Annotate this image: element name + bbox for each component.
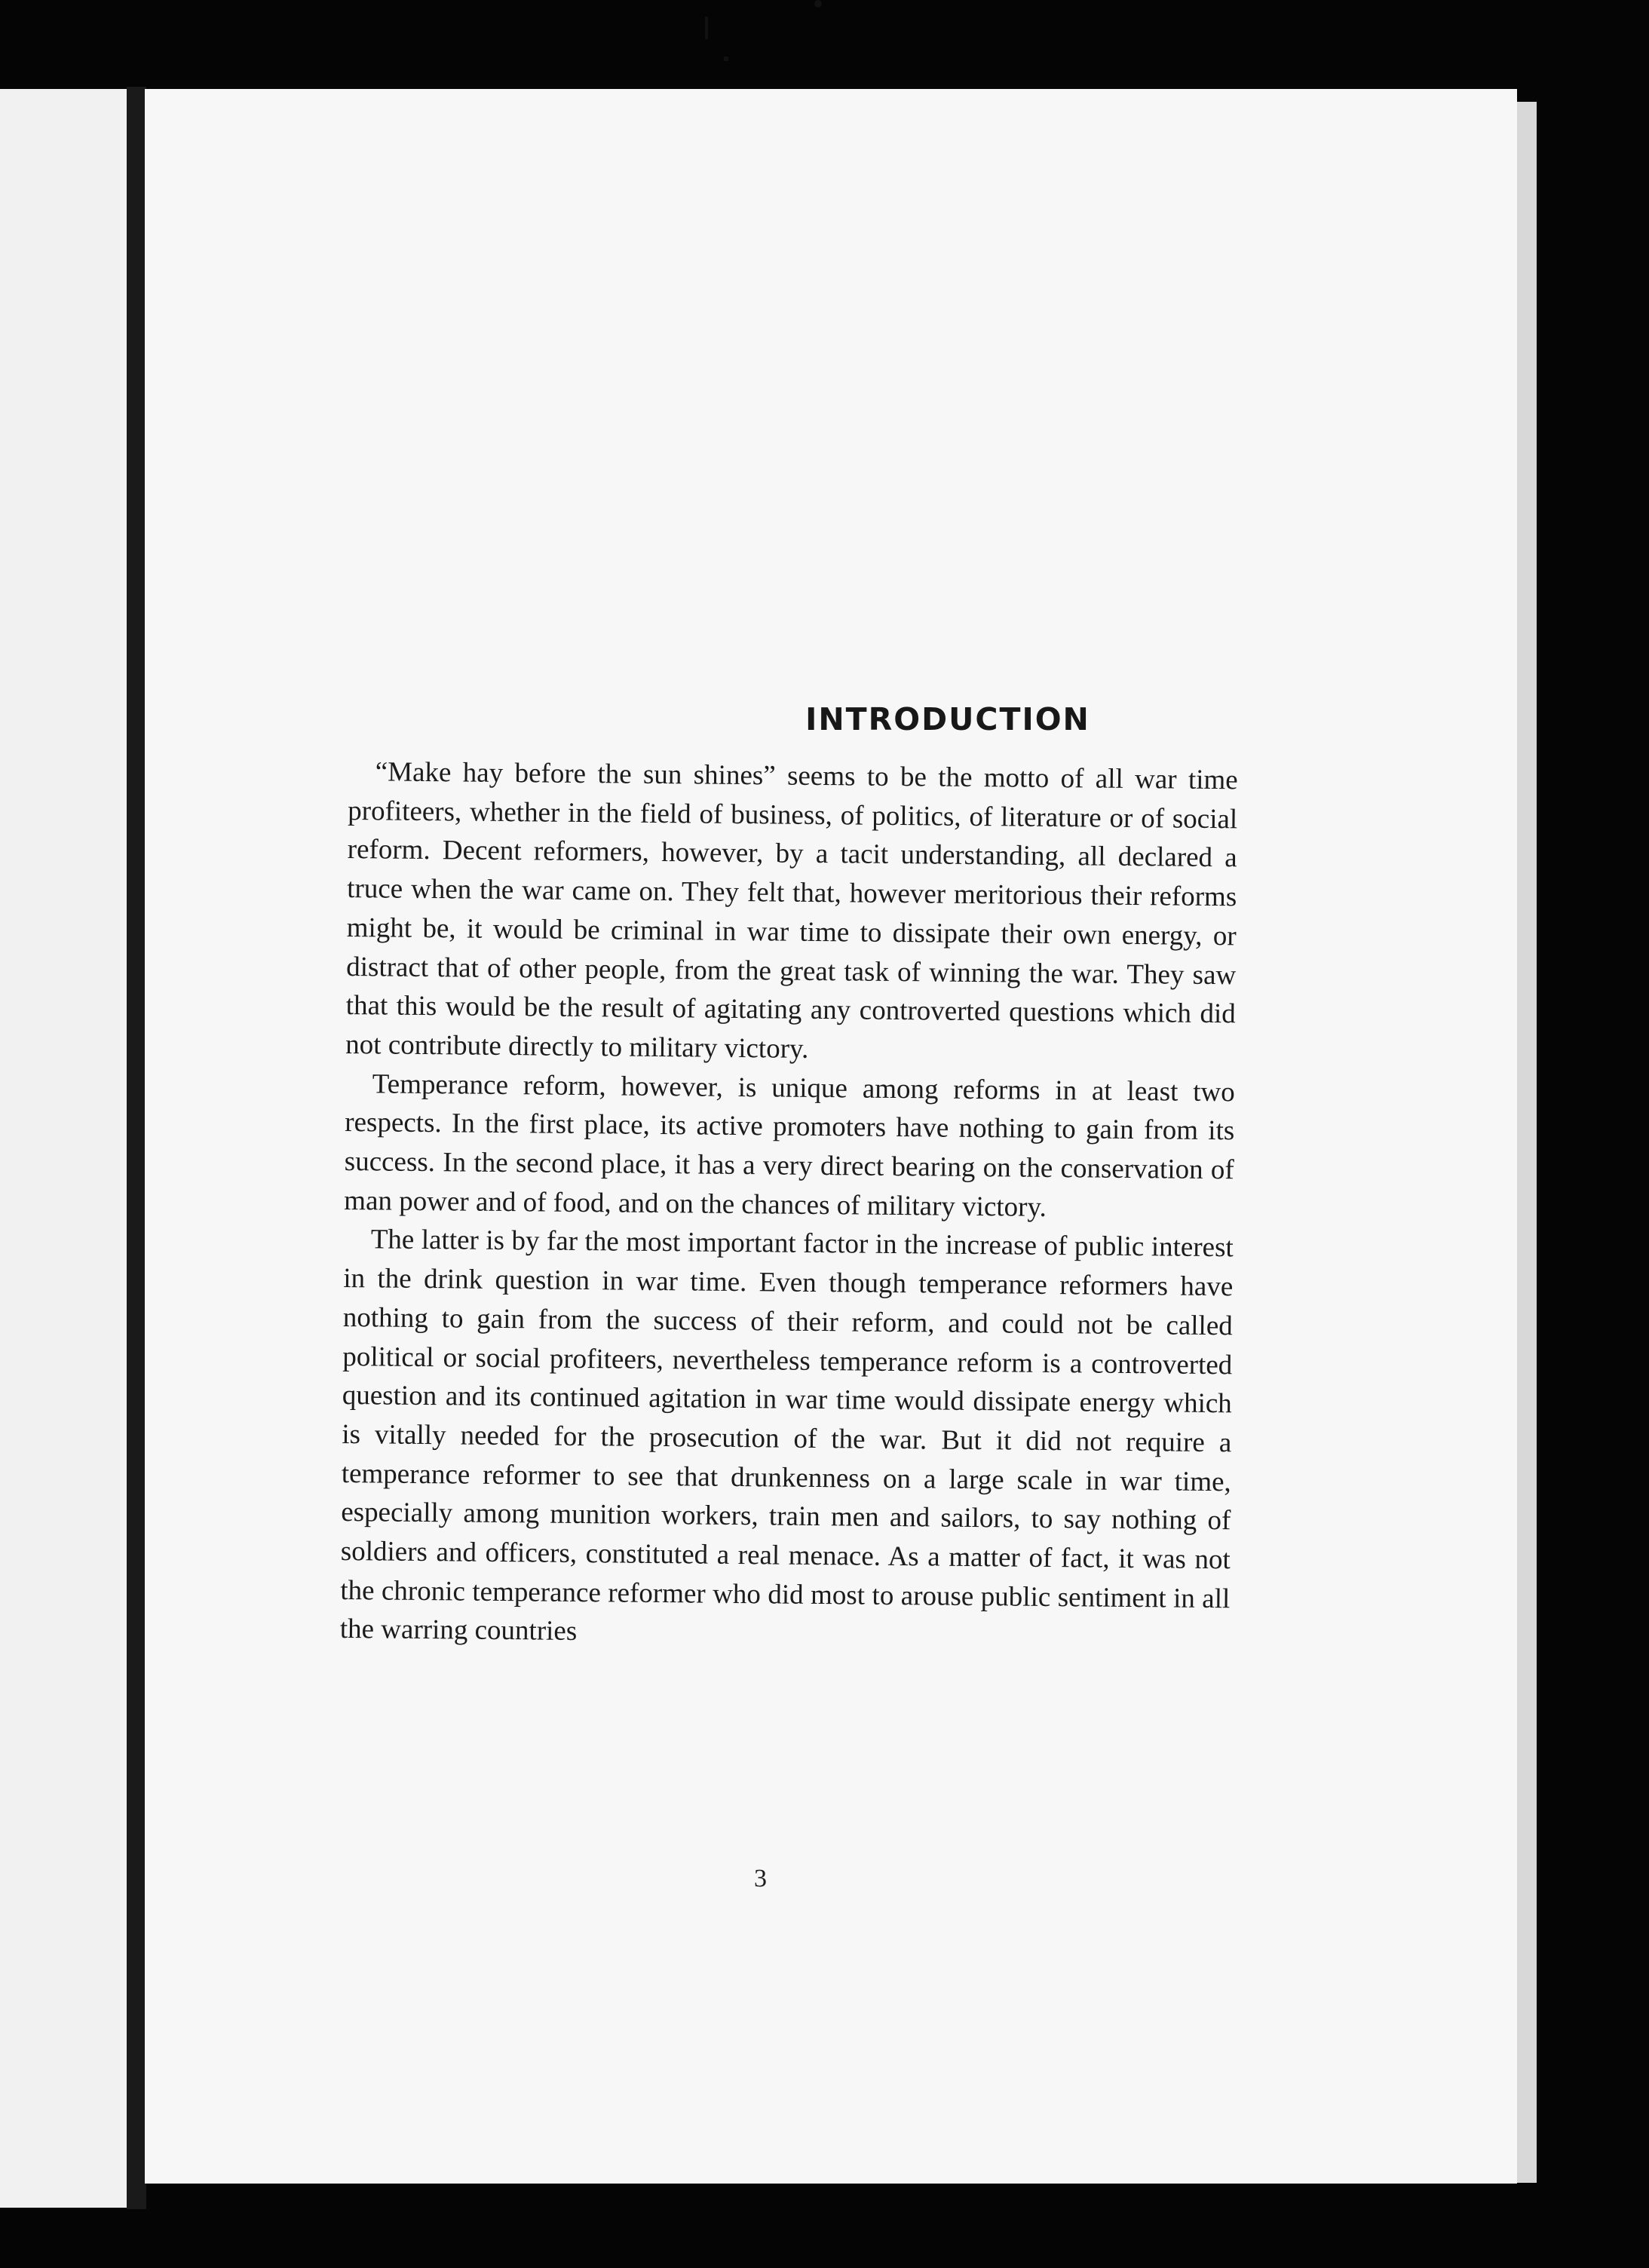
scan-speck [724,57,728,61]
paragraph-1: “Make hay before the sun shines” seems to be the motto of all war time profiteers, whether in the field of business, of politics, of literature or of social reform. Decent reformers, however, by a tacit understanding, all declared a truce when the war came on. They felt that, however meritorious their reforms might be, it would be criminal in war time to dissipate their own energy, or distract that of other people, from the great task of winning the war. They saw that this would be the result of agitating any controverted questions which did not contribute directly to military victory. [345,756,1238,1065]
facing-page-edge [0,89,127,2208]
page-number: 3 [754,1865,767,1893]
scan-speck [705,17,708,39]
body-text [340,752,1238,1657]
scan-speck [814,0,822,8]
paragraph-2: Temperance reform, however, is unique among reforms in at least two respects. In the first place, its active promoters have nothing to gain from its success. In the second place, it has a very direct bearing on the conservation of man power and of food, and on the chances of military victory. [344,1068,1235,1223]
book-page [145,89,1517,2184]
paragraph-3: The latter is by far the most important factor in the increase of public interest in the drink question in war time. Even though temperance reformers have nothing to gain from the success of their reform, and could not be called political or social profiteers, nevertheless temperance reform is a controverted question and its continued agitation in war time would dissipate energy which is vitally needed for the prosecution of the war. But it did not require a temperance reformer to see that drunkenness on a large scale in war time, especially among munition workers, train men and sailors, to say nothing of soldiers and officers, constituted a real menace. As a matter of fact, it was not the chronic temperance reformer who did most to arouse public sentiment in all the warring countries [339,1224,1234,1647]
chapter-title: INTRODUCTION [805,701,1090,737]
book-spine-gutter [127,87,146,2209]
